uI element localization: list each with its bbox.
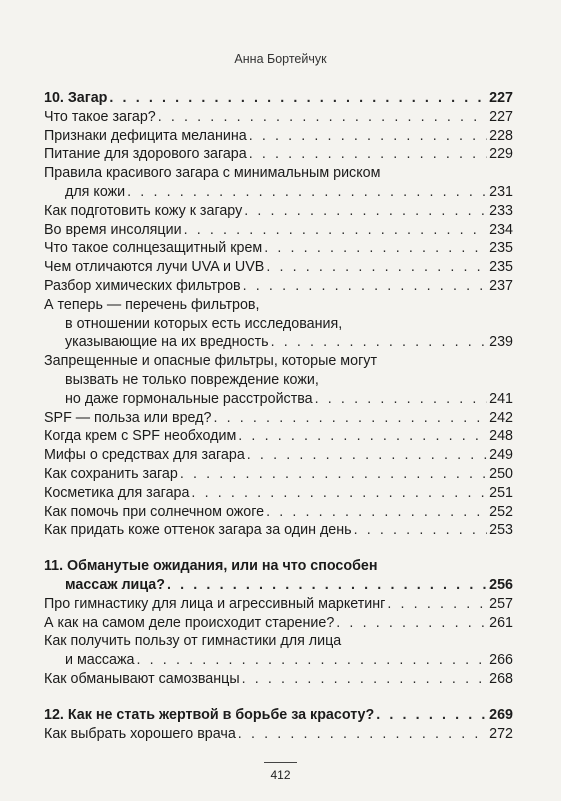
toc-entry[interactable] [44, 352, 513, 408]
dot-leader [180, 465, 487, 484]
toc-page-number: 248 [489, 428, 513, 445]
toc-entry[interactable] [44, 127, 513, 146]
dot-leader [336, 614, 487, 633]
toc-section [44, 706, 513, 744]
dot-leader [264, 239, 487, 258]
toc-entry[interactable] [44, 465, 513, 484]
toc-entry-line [44, 595, 513, 614]
toc-entry[interactable] [44, 446, 513, 465]
toc-page-number: 234 [489, 221, 513, 238]
toc-page-number: 250 [489, 465, 513, 482]
toc-chapter-entry[interactable] [44, 706, 513, 725]
dot-leader [167, 576, 487, 595]
toc-entry-line [44, 390, 513, 409]
toc-entry-title: А теперь — перечень фильтров, [44, 296, 260, 313]
toc-entry-line [44, 409, 513, 428]
toc-entry-title: Как обманывают самозванцы [44, 670, 240, 687]
dot-leader [266, 258, 487, 277]
dot-leader [242, 670, 488, 689]
dot-leader [191, 484, 487, 503]
toc-entry-line [44, 706, 513, 725]
toc-entry-line [44, 145, 513, 164]
dot-leader [266, 503, 487, 522]
toc-entry[interactable] [44, 409, 513, 428]
toc-page-number: 256 [489, 576, 513, 593]
toc-entry-title: SPF — польза или вред? [44, 409, 212, 426]
toc-chapter-entry[interactable] [44, 89, 513, 108]
toc-entry-title: но даже гормональные расстройства [65, 390, 313, 407]
toc-entry-title: в отношении которых есть исследования, [65, 315, 343, 332]
toc-page-number: 252 [489, 503, 513, 520]
toc-entry-line [44, 277, 513, 296]
toc-page-number: 241 [489, 390, 513, 407]
toc-entry-title: 11. Обманутые ожидания, или на что способен [44, 558, 378, 575]
toc-entry-title: Как сохранить загар [44, 465, 178, 482]
toc-entry-title: указывающие на их вредность [65, 334, 269, 351]
toc-entry-title: Про гимнастику для лица и агрессивный маркетинг [44, 595, 386, 612]
dot-leader [184, 221, 488, 240]
toc-entry[interactable] [44, 614, 513, 633]
dot-leader [109, 89, 487, 108]
toc-entry-line [44, 258, 513, 277]
toc-page-number: 227 [489, 108, 513, 125]
dot-leader [158, 108, 487, 127]
toc-entry-title: Как получить пользу от гимнастики для лица [44, 633, 342, 650]
toc-page-number: 261 [489, 614, 513, 631]
toc-entry-line [44, 89, 513, 108]
toc-entry-line [44, 315, 513, 334]
dot-leader [354, 521, 488, 540]
toc-page-number: 249 [489, 447, 513, 464]
toc-entry-title: Мифы о средствах для загара [44, 447, 245, 464]
toc-entry-line [44, 725, 513, 744]
toc-entry-title: Как помочь при солнечном ожоге [44, 503, 265, 520]
toc-entry[interactable] [44, 221, 513, 240]
toc-entry-title: вызвать не только повреждение кожи, [65, 371, 319, 388]
toc-entry-line [44, 614, 513, 633]
toc-page-number: 268 [489, 670, 513, 687]
toc-entry[interactable] [44, 632, 513, 670]
toc-entry-line [44, 352, 513, 371]
toc-page-number: 237 [489, 277, 513, 294]
toc-entry-line [44, 202, 513, 221]
toc-entry-line [44, 239, 513, 258]
toc-entry[interactable] [44, 521, 513, 540]
toc-entry-title: Что такое загар? [44, 108, 156, 125]
page-number: 412 [270, 768, 291, 782]
toc-entry-line [44, 503, 513, 522]
toc-entry-line [44, 576, 513, 595]
toc-entry[interactable] [44, 239, 513, 258]
dot-leader [376, 706, 487, 725]
toc-entry-line [44, 465, 513, 484]
toc-page-number: 272 [489, 725, 513, 742]
toc-entry[interactable] [44, 108, 513, 127]
toc-entry-line [44, 484, 513, 503]
toc-entry-title: Правила красивого загара с минимальным риском [44, 165, 381, 182]
footer-rule [264, 762, 297, 763]
toc-entry-title: А как на самом деле происходит старение? [44, 614, 335, 631]
toc-entry-title: Как выбрать хорошего врача [44, 725, 236, 742]
toc-entry[interactable] [44, 725, 513, 744]
toc-entry-line [44, 221, 513, 240]
toc-page-number: 233 [489, 202, 513, 219]
toc-entry-title: Как придать коже оттенок загара за один день [44, 522, 352, 539]
toc-entry-line [44, 296, 513, 315]
toc-entry-title: Чем отличаются лучи UVA и UVB [44, 259, 265, 276]
toc-entry-line [44, 164, 513, 183]
toc-page-number: 251 [489, 484, 513, 501]
dot-leader [387, 595, 487, 614]
table-of-contents [44, 89, 513, 743]
toc-entry-line [44, 651, 513, 670]
toc-page-number: 257 [489, 595, 513, 612]
toc-entry-title: Во время инсоляции [44, 221, 182, 238]
dot-leader [315, 390, 488, 409]
dot-leader [238, 427, 487, 446]
toc-page-number: 266 [489, 652, 513, 669]
toc-entry-line [44, 557, 513, 576]
toc-section [44, 557, 513, 689]
header-author: Анна Бортейчук [234, 52, 327, 66]
toc-entry-title: Признаки дефицита меланина [44, 127, 247, 144]
toc-entry-title: Разбор химических фильтров [44, 277, 241, 294]
toc-entry[interactable] [44, 503, 513, 522]
toc-entry-line [44, 632, 513, 651]
toc-page-number: 229 [489, 146, 513, 163]
dot-leader [137, 651, 488, 670]
toc-page-number: 242 [489, 409, 513, 426]
dot-leader [247, 446, 487, 465]
toc-entry-line [44, 108, 513, 127]
toc-entry-line [44, 333, 513, 352]
dot-leader [127, 183, 487, 202]
toc-chapter-entry[interactable] [44, 557, 513, 595]
dot-leader [238, 725, 487, 744]
toc-entry-line [44, 371, 513, 390]
toc-entry[interactable] [44, 258, 513, 277]
toc-page-number: 235 [489, 259, 513, 276]
toc-entry-title: массаж лица? [65, 576, 165, 593]
running-header [0, 52, 561, 66]
toc-entry[interactable] [44, 296, 513, 352]
page-footer [0, 768, 561, 782]
toc-entry-title: Когда крем с SPF необходим [44, 428, 237, 445]
toc-entry[interactable] [44, 202, 513, 221]
toc-page-number: 227 [489, 90, 513, 106]
toc-entry[interactable] [44, 277, 513, 296]
dot-leader [243, 277, 488, 296]
dot-leader [249, 145, 487, 164]
toc-page-number: 253 [489, 522, 513, 539]
toc-entry[interactable] [44, 670, 513, 689]
toc-page-number: 269 [489, 706, 513, 723]
toc-page-number: 239 [489, 334, 513, 351]
toc-entry-line [44, 427, 513, 446]
toc-entry-line [44, 446, 513, 465]
dot-leader [244, 202, 487, 221]
toc-page-number: 231 [489, 183, 513, 200]
dot-leader [249, 127, 487, 146]
toc-entry-title: Питание для здорового загара [44, 146, 247, 163]
toc-page-number: 235 [489, 240, 513, 257]
toc-entry-title: 12. Как не стать жертвой в борьбе за красоту? [44, 706, 375, 723]
toc-entry[interactable] [44, 164, 513, 202]
toc-entry-title: Что такое солнцезащитный крем [44, 240, 263, 257]
section-gap [44, 540, 513, 557]
toc-entry-title: Запрещенные и опасные фильтры, которые могут [44, 353, 377, 370]
toc-entry-line [44, 670, 513, 689]
toc-entry-title: 10. Загар [44, 90, 108, 106]
toc-page-number: 228 [489, 127, 513, 144]
toc-entry[interactable] [44, 484, 513, 503]
toc-entry[interactable] [44, 145, 513, 164]
toc-entry[interactable] [44, 427, 513, 446]
dot-leader [271, 333, 488, 352]
toc-entry-title: Косметика для загара [44, 484, 190, 501]
toc-section [44, 89, 513, 540]
toc-entry-title: для кожи [65, 183, 126, 200]
toc-entry-title: Как подготовить кожу к загару [44, 202, 243, 219]
toc-entry-line [44, 127, 513, 146]
section-gap [44, 689, 513, 706]
dot-leader [213, 409, 487, 428]
toc-entry[interactable] [44, 595, 513, 614]
toc-entry-line [44, 183, 513, 202]
toc-entry-line [44, 521, 513, 540]
toc-entry-title: и массажа [65, 652, 135, 669]
